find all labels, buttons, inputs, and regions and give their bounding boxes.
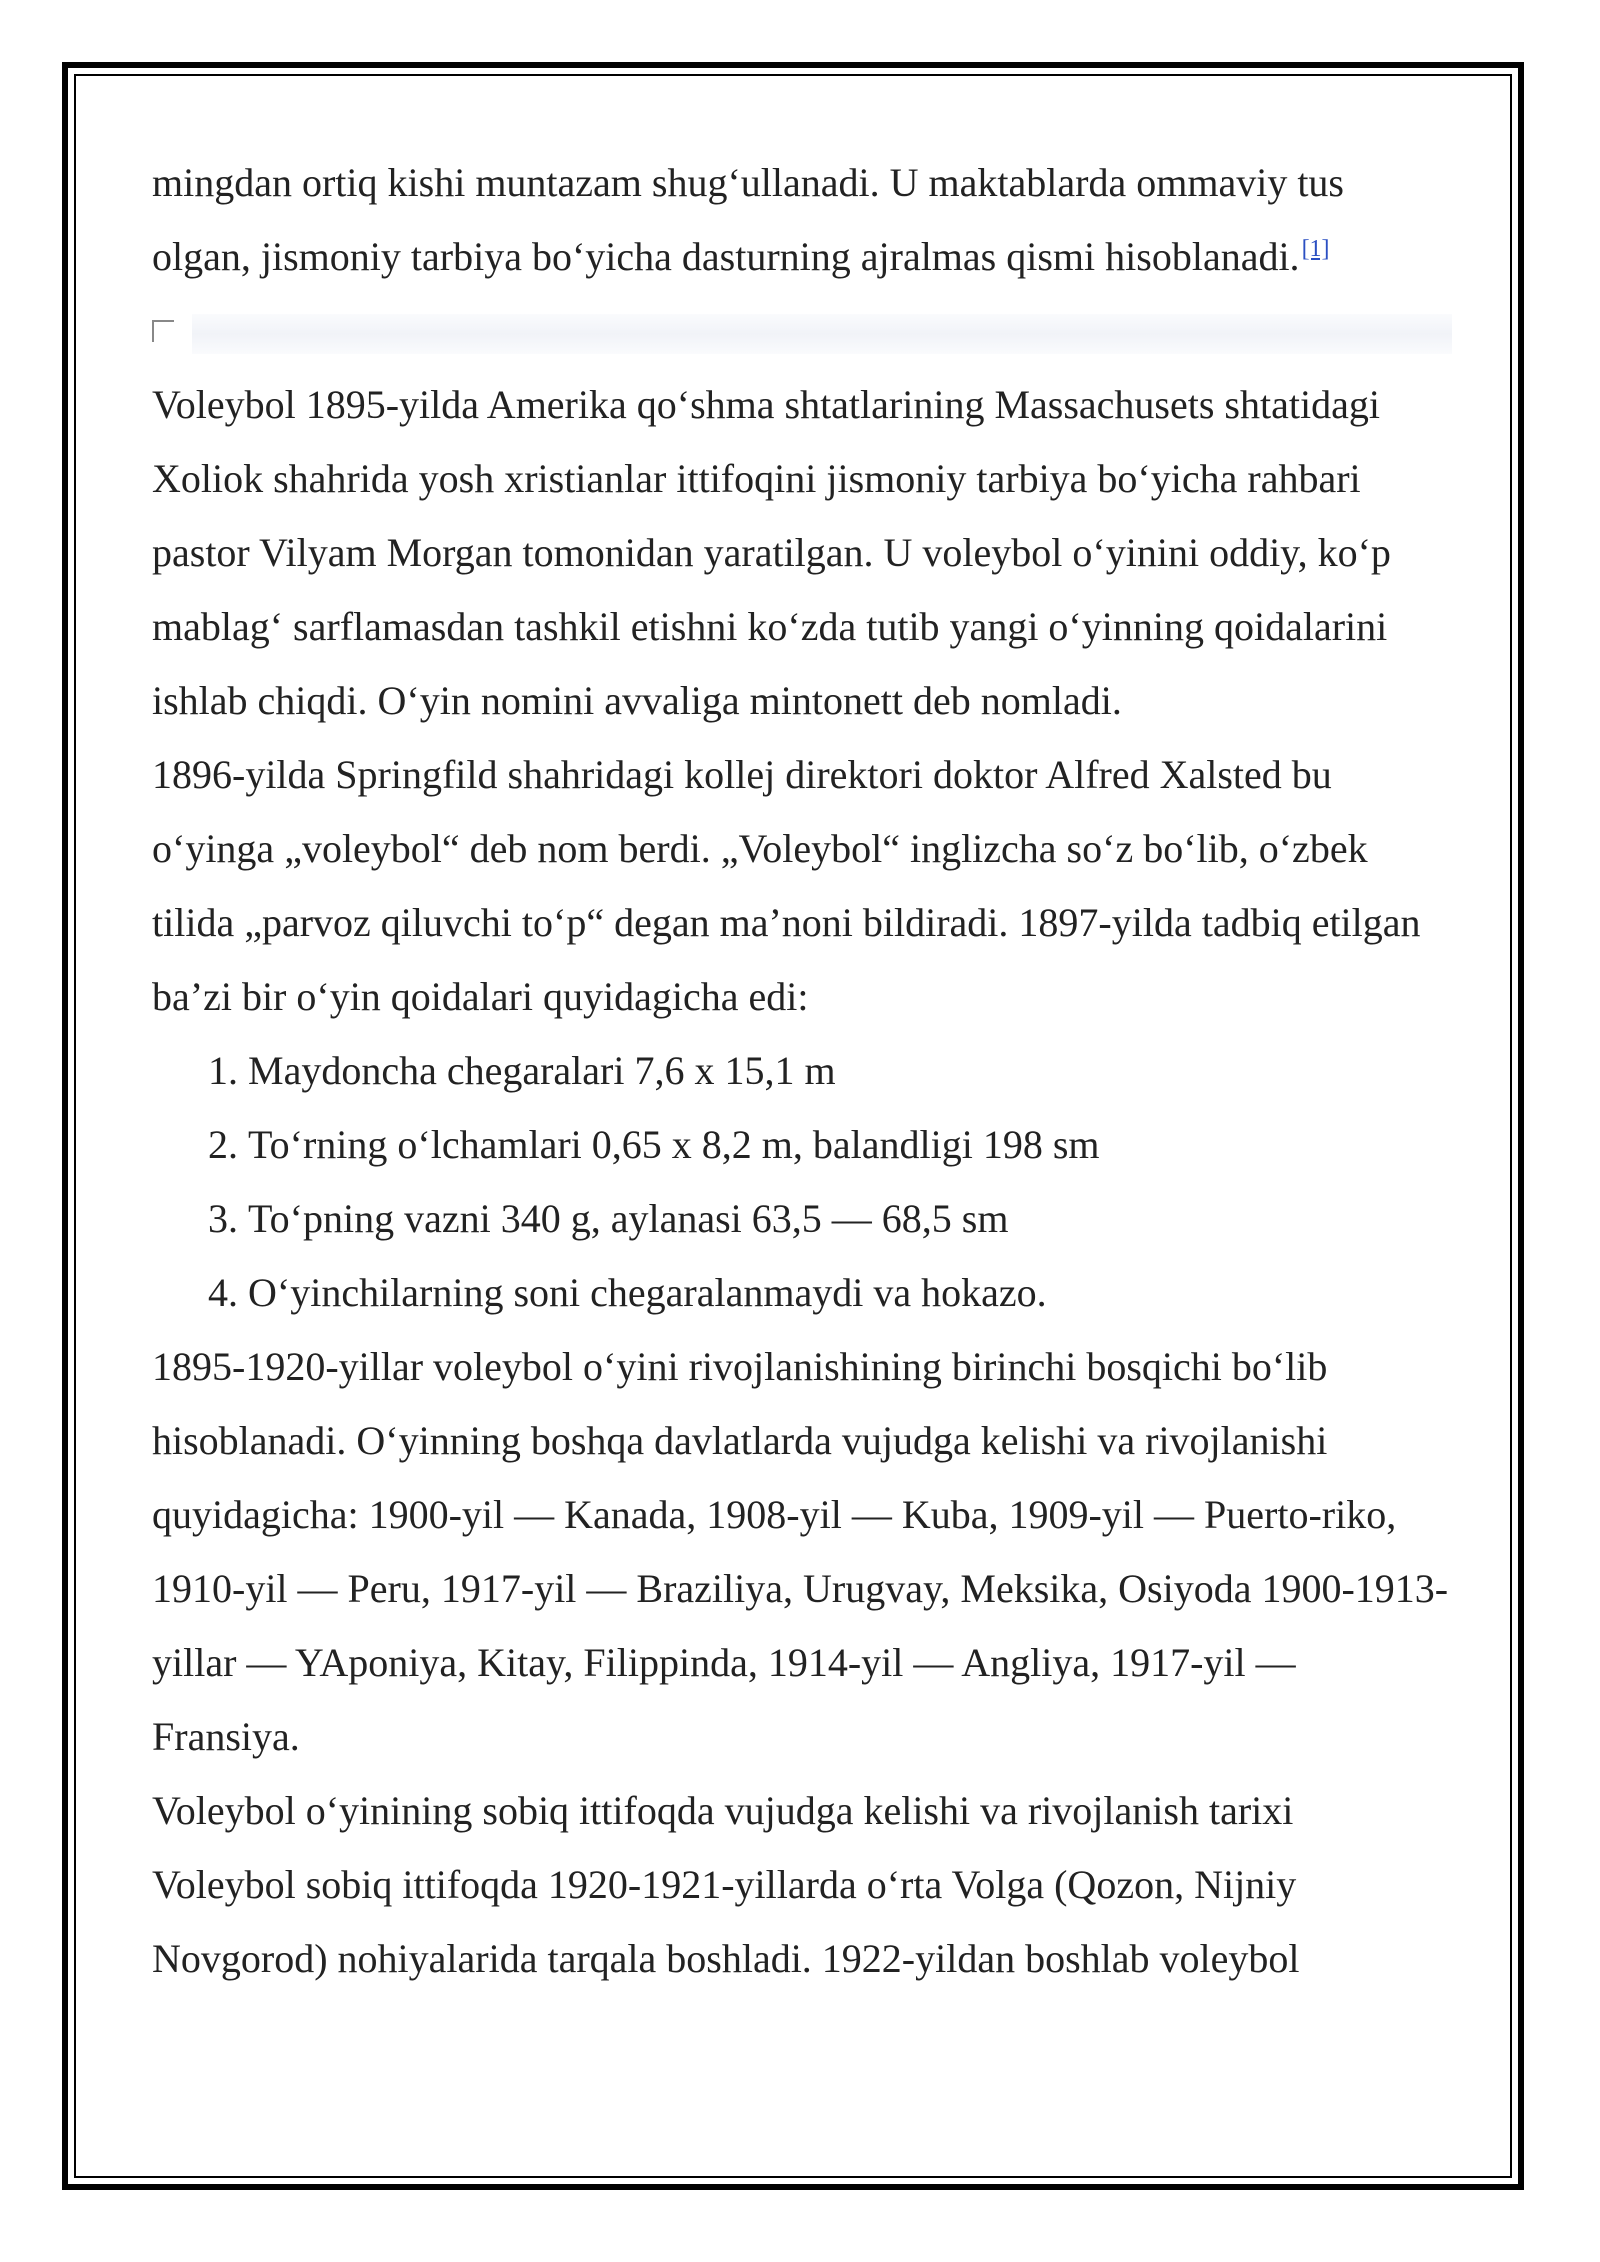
list-item: 1. Maydoncha chegaralari 7,6 x 15,1 m (248, 1034, 1452, 1108)
broken-image-icon (152, 320, 174, 342)
document-body (152, 146, 1452, 1996)
paragraph-naming: 1896-yilda Springfild shahridagi kollej direktori doktor Alfred Xalsted bu o‘yinga „voleybol“ deb nom berdi. „Voleybol“ inglizcha so‘z bo‘lib, o‘zbek tilida „parvoz qiluvchi to‘p“ degan ma’noni bildiradi. 1897-yilda tadbiq etilgan ba’zi bir o‘yin qoidalari quyidagicha edi: (152, 752, 1421, 1019)
paragraph-spread: 1895-1920-yillar voleybol o‘yini rivojlanishining birinchi bosqichi bo‘lib hisoblanadi. O‘yinning boshqa davlatlarda vujudga kelishi va rivojlanishi quyidagicha: 1900-yil — Kanada, 1908-yil — Kuba, 1909-yil — Puerto-riko, 1910-yil — Peru, 1917-yil — Braziliya, Urugvay, Meksika, Osiyoda 1900-1913-yillar — YAponiya, Kitay, Filippinda, 1914-yil — Angliya, 1917-yil — Fransiya. (152, 1344, 1449, 1759)
rules-list (152, 1034, 1452, 1330)
paragraph-soviet: Voleybol sobiq ittifoqda 1920-1921-yillarda o‘rta Volga (Qozon, Nijniy Novgorod) nohiyalarida tarqala boshladi. 1922-yildan boshlab voleybol (152, 1862, 1300, 1981)
paragraph-intro-continued (152, 146, 1452, 294)
paragraph-history: Voleybol 1895-yilda Amerika qo‘shma shtatlarining Massachusets shtatidagi Xoliok shahrida yosh xristianlar ittifoqini jismoniy tarbiya bo‘yicha rahbari pastor Vilyam Morgan tomonidan yaratilgan. U voleybol o‘yinini oddiy, ko‘p mablag‘ sarflamasdan tashkil etishni ko‘zda tutib yangi o‘yinning qoidalarini ishlab chiqdi. O‘yin nomini avvaliga mintonett deb nomladi. (152, 382, 1391, 723)
image-placeholder (152, 294, 1452, 368)
list-item: 3. To‘pning vazni 340 g, aylanasi 63,5 — 68,5 sm (248, 1182, 1452, 1256)
section-heading: Voleybol o‘yinining sobiq ittifoqda vujudga kelishi va rivojlanish tarixi (152, 1788, 1294, 1833)
footnote-link[interactable]: [1] (1301, 235, 1330, 262)
list-item: 2. To‘rning o‘lchamlari 0,65 x 8,2 m, balandligi 198 sm (248, 1108, 1452, 1182)
list-item: 4. O‘yinchilarning soni chegaralanmaydi va hokazo. (248, 1256, 1452, 1330)
paragraph-text: mingdan ortiq kishi muntazam shug‘ullanadi. U maktablarda ommaviy tus olgan, jismoniy tarbiya bo‘yicha dasturning ajralmas qismi hisoblanadi. (152, 160, 1344, 279)
image-area (192, 314, 1452, 354)
